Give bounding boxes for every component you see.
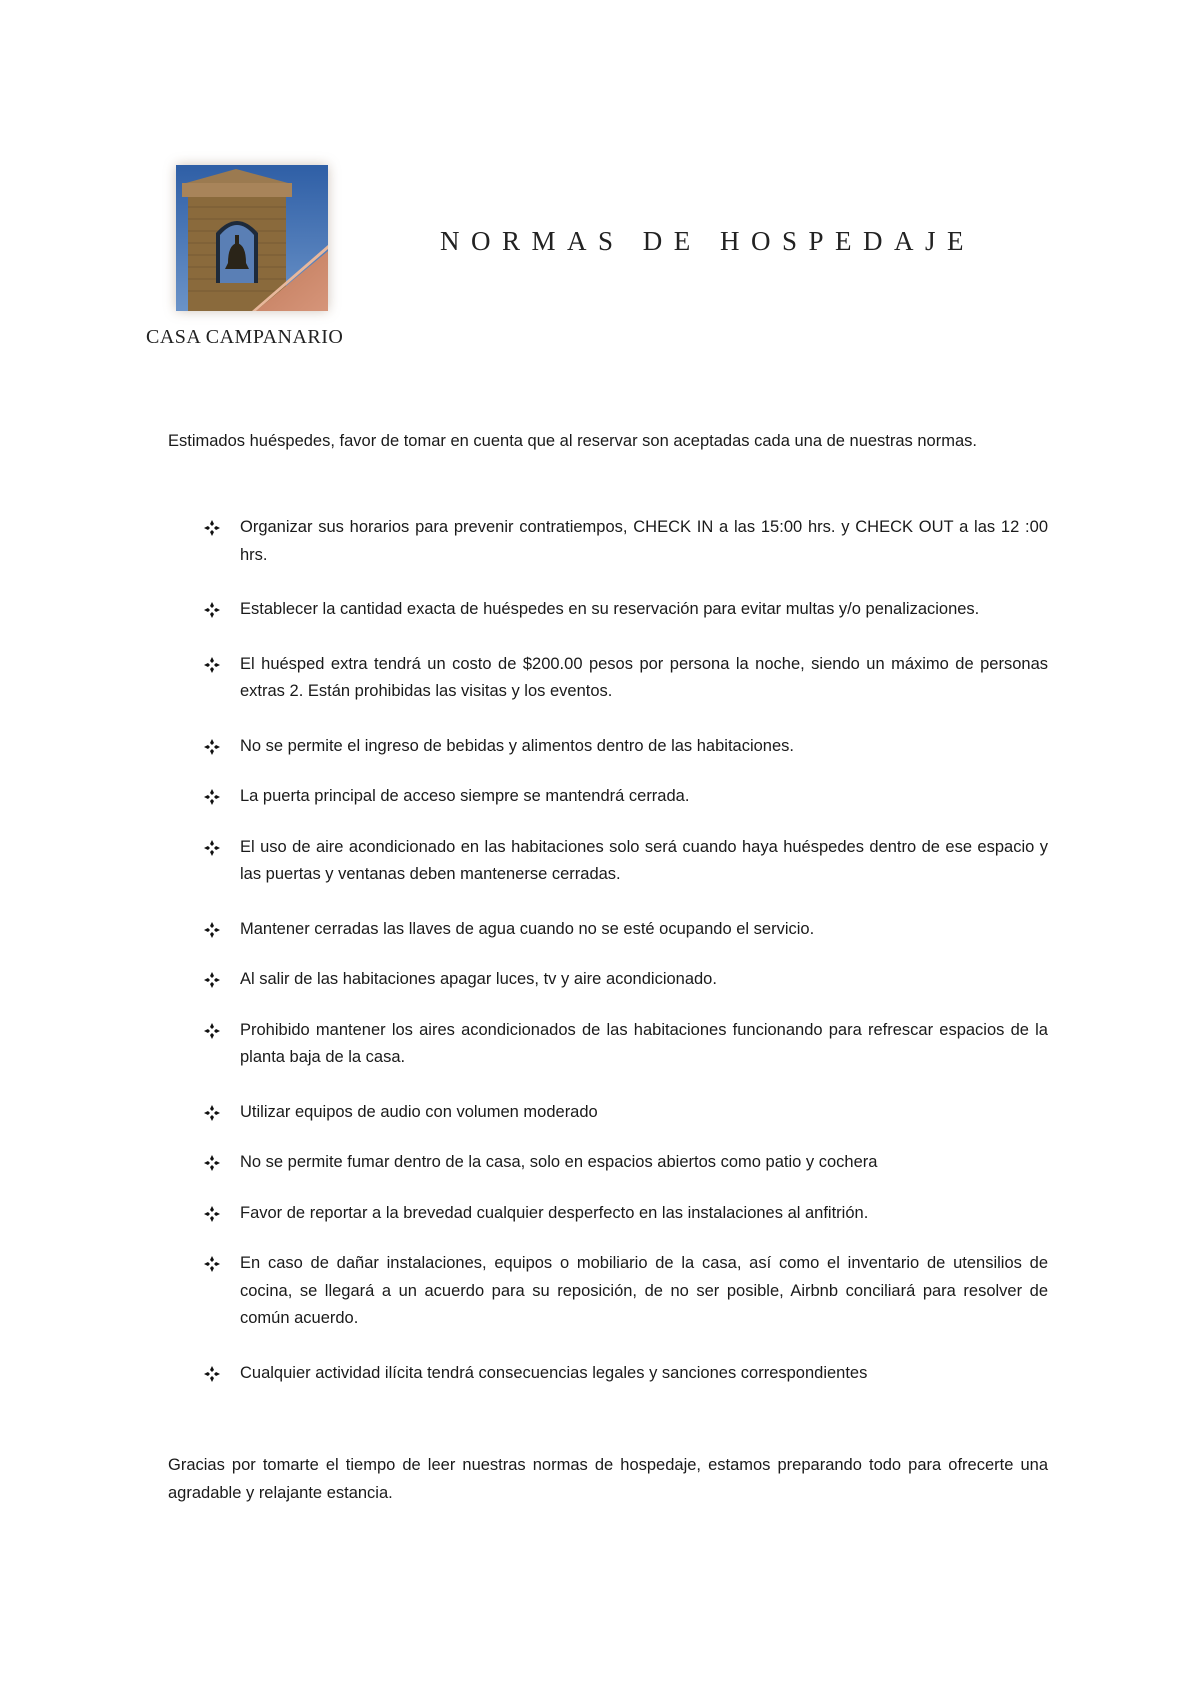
diamond-bullet-icon — [204, 602, 220, 618]
diamond-bullet-icon — [204, 1366, 220, 1382]
rule-text: Mantener cerradas las llaves de agua cuando no se esté ocupando el servicio. — [240, 919, 815, 938]
rule-text: Organizar sus horarios para prevenir contratiempos, CHECK IN a las 15:00 hrs. y CHECK OUT a las 12 :00 hrs. — [240, 518, 1048, 564]
diamond-bullet-icon — [204, 739, 220, 755]
rule-text: Prohibido mantener los aires acondicionados de las habitaciones funcionando para refrescar espacios de la planta baja de la casa. — [240, 1020, 1048, 1066]
rule-text: Al salir de las habitaciones apagar luces, tv y aire acondicionado. — [240, 970, 717, 988]
rule-item — [168, 1360, 1048, 1388]
rule-text: El huésped extra tendrá un costo de $200.00 pesos por persona la noche, siendo un máximo de personas extras 2. Están prohibidas las visitas y los eventos. — [240, 654, 1048, 700]
rule-item — [168, 1099, 1048, 1127]
rule-text: Establecer la cantidad exacta de huéspedes en su reservación para evitar multas y/o penalizaciones. — [240, 600, 980, 618]
rule-text: Cualquier actividad ilícita tendrá consecuencias legales y sanciones correspondientes — [240, 1363, 868, 1382]
rule-text: No se permite el ingreso de bebidas y alimentos dentro de las habitaciones. — [240, 736, 794, 755]
closing-paragraph: Gracias por tomarte el tiempo de leer nuestras normas de hospedaje, estamos preparando todo para ofrecerte una agradable y relajante estancia. — [168, 1456, 1048, 1502]
rule-item — [168, 916, 1048, 944]
rule-item — [168, 1017, 1048, 1072]
diamond-bullet-icon — [204, 1256, 220, 1272]
rule-text: No se permite fumar dentro de la casa, solo en espacios abiertos como patio y cochera — [240, 1153, 878, 1171]
rule-item — [168, 596, 1048, 624]
intro-paragraph: Estimados huéspedes, favor de tomar en cuenta que al reservar son aceptadas cada una de nuestras normas. — [168, 432, 977, 450]
rules-list — [168, 514, 1048, 1387]
rule-item — [168, 651, 1048, 706]
rule-item — [168, 733, 1048, 761]
diamond-bullet-icon — [204, 1206, 220, 1222]
diamond-bullet-icon — [204, 657, 220, 673]
rule-item — [168, 1149, 1048, 1177]
diamond-bullet-icon — [204, 1155, 220, 1171]
page-title: NORMAS DE HOSPEDAJE — [440, 226, 976, 256]
rule-item — [168, 514, 1048, 569]
diamond-bullet-icon — [204, 789, 220, 805]
brand-name: CASA CAMPANARIO — [146, 326, 344, 348]
diamond-bullet-icon — [204, 1105, 220, 1121]
rule-text: El uso de aire acondicionado en las habitaciones solo será cuando haya huéspedes dentro de ese espacio y las puertas y ventanas deben mantenerse cerradas. — [240, 837, 1048, 883]
rule-text: La puerta principal de acceso siempre se mantendrá cerrada. — [240, 787, 690, 805]
rule-text: Favor de reportar a la brevedad cualquier desperfecto en las instalaciones al anfitrión. — [240, 1203, 869, 1222]
rule-item — [168, 834, 1048, 889]
bell-tower-logo-icon — [176, 165, 328, 311]
rule-item — [168, 1200, 1048, 1228]
rule-text: En caso de dañar instalaciones, equipos o mobiliario de la casa, así como el inventario de utensilios de cocina, se llegará a un acuerdo para su reposición, de no ser posible, Airbnb conciliará para resolver de común acuerdo. — [240, 1254, 1048, 1327]
diamond-bullet-icon — [204, 520, 220, 536]
diamond-bullet-icon — [204, 922, 220, 938]
rule-item — [168, 1250, 1048, 1333]
rule-item — [168, 966, 1048, 994]
diamond-bullet-icon — [204, 1023, 220, 1039]
rule-item — [168, 783, 1048, 811]
diamond-bullet-icon — [204, 840, 220, 856]
diamond-bullet-icon — [204, 972, 220, 988]
rule-text: Utilizar equipos de audio con volumen moderado — [240, 1102, 598, 1121]
